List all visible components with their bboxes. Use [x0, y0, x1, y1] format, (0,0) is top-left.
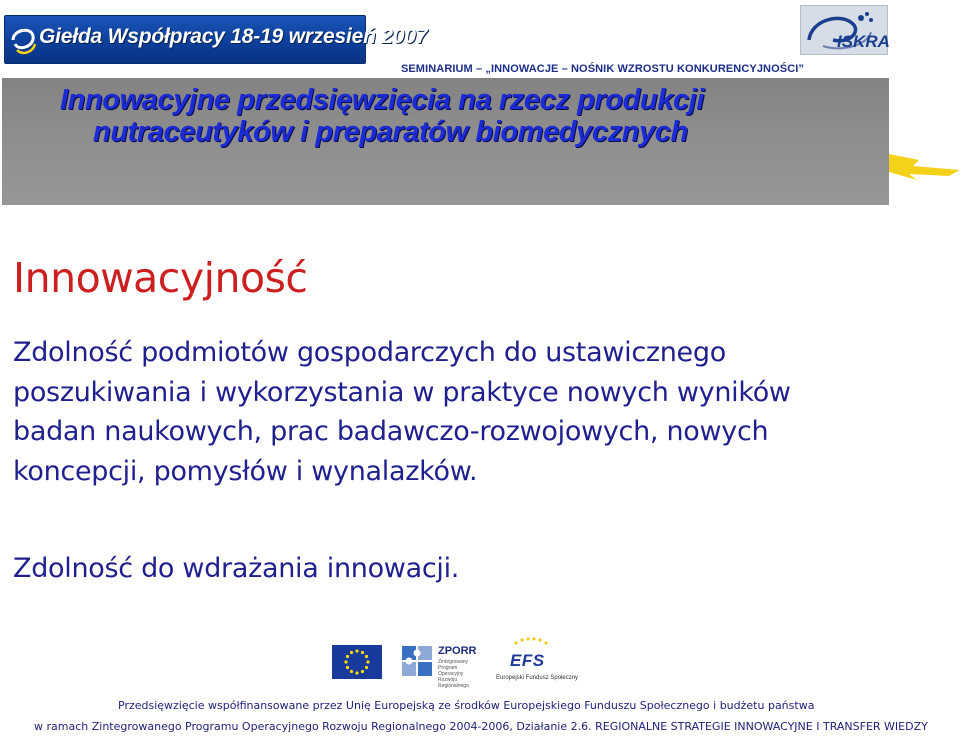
footer-funding-line-2: w ramach Zintegrowanego Programu Operacyjnego Rozwoju Regionalnego 2004-2006, Działanie 2.6. REGIONALNE STRATEGIE INNOWACYJNE I TRANSFER WIEDZY	[34, 720, 928, 733]
zporr-logo-text: ZPORR	[438, 645, 477, 657]
zporr-logo	[400, 641, 480, 689]
yellow-accent-icon	[889, 150, 960, 186]
section-heading: Innowacyjność	[13, 254, 308, 302]
footer-funding-line-1: Przedsięwzięcie współfinansowane przez Unię Europejską ze środków Europejskiego Funduszu Społecznego i budżetu państwa	[118, 699, 815, 712]
zporr-logo-subtitle: Zintegrowany Program Operacyjny Rozwoju Regionalnego	[438, 659, 469, 689]
efs-logo	[494, 635, 579, 685]
seminar-label: SEMINARIUM – „INNOWACJE – NOŚNIK WZROSTU KONKURENCYJNOŚCI”	[400, 63, 804, 75]
eu-stars-icon	[332, 645, 382, 679]
efs-stars-icon	[494, 635, 568, 651]
puzzle-icon	[400, 644, 434, 678]
iskra-logo	[800, 5, 888, 55]
definition-paragraph: Zdolność podmiotów gospodarczych do ustawicznego poszukiwania i wykorzystania w praktyce nowych wyników badan naukowych, prac badawczo-rozwojowych, nowych koncepcji, pomysłów i wynalazków.	[13, 337, 791, 487]
efs-logo-text: EFS	[510, 651, 545, 670]
definition-paragraph-2: Zdolność do wdrażania innowacji.	[13, 553, 460, 584]
efs-logo-subtitle: Europejski Fundusz Społeczny	[496, 675, 579, 681]
iskra-logo-text: ISKRA	[837, 32, 890, 51]
event-banner	[4, 15, 428, 64]
slide-title-line-2: nutraceutyków i preparatów biomedycznych	[93, 116, 688, 148]
event-banner-text: Giełda Współpracy 18-19 wrzesień 2007	[39, 25, 428, 48]
swirl-logo-icon	[9, 22, 37, 58]
slide-title-line-1: Innowacyjne przedsięwzięcia na rzecz produkcji	[60, 84, 704, 116]
eu-flag-logo	[332, 645, 382, 679]
